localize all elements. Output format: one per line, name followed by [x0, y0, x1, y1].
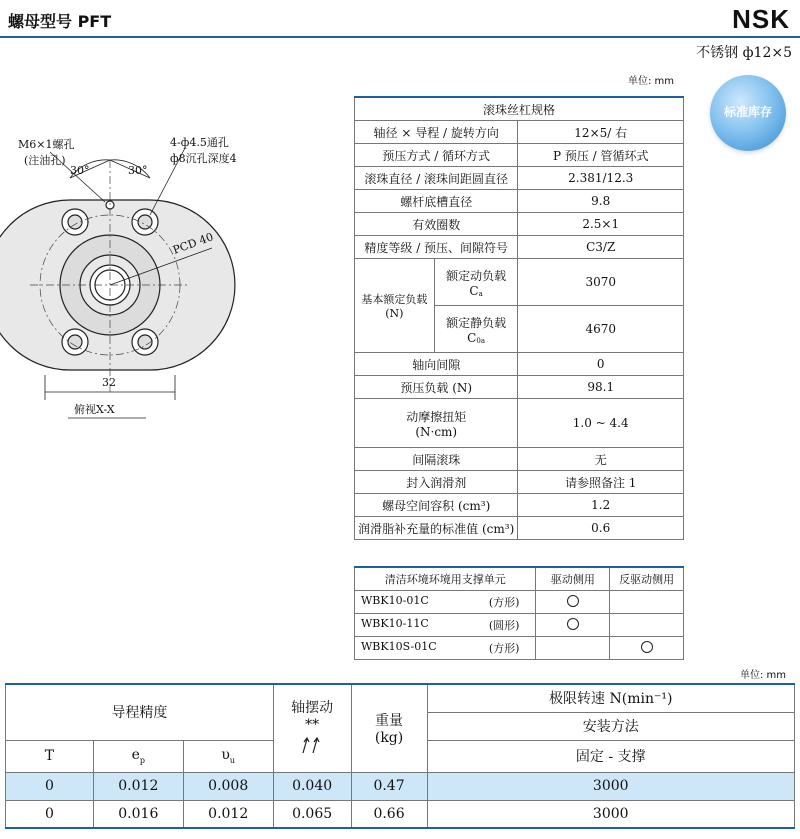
mount-method-header: 安装方法 [427, 712, 795, 740]
table-row: WBK10-11C (圆形) [355, 614, 684, 637]
table-header-row: T $e_p$ $\upsilon_u$ 固定 - 支撑 [6, 740, 795, 772]
table-row: 0 0.016 0.012 0.065 0.66 3000 [6, 800, 795, 828]
hole1-callout [18, 136, 74, 168]
title-bar [0, 0, 800, 38]
hole2-callout-line2: ф8沉孔深度4 [170, 152, 237, 165]
table-row: 润滑脂补充量的标准值 (cm³) 0.6 [355, 517, 684, 540]
spec-title: 滚珠丝杠规格 [355, 97, 684, 121]
lead-precision-header: 导程精度 [6, 684, 274, 740]
stock-badge [710, 75, 786, 151]
table-row: 螺母空间容积 (cm³) 1.2 [355, 494, 684, 517]
table-row: 封入润滑剂 请参照备注 1 [355, 471, 684, 494]
mount-type: 固定 - 支撑 [427, 740, 795, 772]
angle-left-label: 30° [70, 164, 90, 177]
table-row: 基本额定负载 (N) 额定动负载 Ca 3070 [355, 259, 684, 306]
table-row: 滚珠直径 / 滚珠间距圆直径 2.381/12.3 [355, 167, 684, 190]
hole1-callout-line1: M6×1螺孔 [18, 138, 75, 151]
runout-header: 轴摆动 ** [273, 684, 351, 772]
weight-header: 重量 (kg) [351, 684, 427, 772]
table-header-row [6, 684, 795, 712]
table-header-row: 清洁环境环境用支撑单元 驱动侧用 反驱动侧用 [355, 567, 684, 591]
performance-table [5, 683, 795, 829]
hole1-callout-line2: (注油孔) [24, 154, 66, 167]
static-load-label: 额定静负载 C0a [434, 306, 518, 353]
material-spec: 不锈钢 ф12×5 [696, 45, 792, 61]
table-row: 轴径 × 导程 / 旋转方向 12×5/ 右 [355, 121, 684, 144]
basic-load-label: 基本额定负载 (N) [355, 259, 435, 353]
speed-limit-header: 极限转速 N(min⁻¹) [427, 684, 795, 712]
mount-hole-icon [62, 209, 88, 235]
mount-hole-icon [132, 209, 158, 235]
friction-torque-label: 动摩擦扭矩 (N·cm) [355, 399, 518, 448]
table-row: 有效圈数 2.5×1 [355, 213, 684, 236]
width-dimension: 32 [102, 376, 116, 389]
check-circle-icon [567, 618, 579, 630]
page-title: 螺母型号 PFT [8, 12, 112, 31]
table-row: 预压负载 (N) 98.1 [355, 376, 684, 399]
angle-right-label: 30° [128, 164, 148, 177]
table-row: WBK10S-01C (方形) [355, 637, 684, 660]
table-row: 间隔滚珠 无 [355, 448, 684, 471]
unit-label-bottom: 单位: mm [740, 670, 787, 681]
stock-badge-label: 标准库存 [723, 105, 772, 119]
table-row: 0 0.012 0.008 0.040 0.47 3000 [6, 772, 795, 800]
table-row: 精度等级 / 预压、间隙符号 C3/Z [355, 236, 684, 259]
brand-logo: NSK [732, 4, 790, 34]
table-row: 动摩擦扭矩 (N·cm) 1.0 ~ 4.4 [355, 399, 684, 448]
table-row: 额定静负载 C0a 4670 [355, 306, 684, 353]
check-circle-icon [567, 595, 579, 607]
hole2-callout [170, 134, 237, 166]
dynamic-load-label: 额定动负载 Ca [434, 259, 518, 306]
unit-label-top: 单位: mm [628, 76, 675, 87]
table-row: WBK10-01C (方形) [355, 591, 684, 614]
table-row: 轴向间隙 0 [355, 353, 684, 376]
runout-arrows-icon [297, 733, 327, 755]
mount-hole-icon [62, 329, 88, 355]
ball-screw-spec-table [354, 96, 684, 540]
mount-hole-icon [132, 329, 158, 355]
hole2-callout-line1: 4-ф4.5通孔 [170, 136, 229, 149]
table-row: 螺杆底槽直径 9.8 [355, 190, 684, 213]
pcd-label: PCD 40 [171, 230, 216, 257]
title-divider [0, 36, 800, 38]
table-row: 预压方式 / 循环方式 P 预压 / 管循环式 [355, 144, 684, 167]
support-unit-table [354, 566, 684, 660]
view-label: 俯视X-X [74, 403, 115, 416]
check-circle-icon [641, 641, 653, 653]
